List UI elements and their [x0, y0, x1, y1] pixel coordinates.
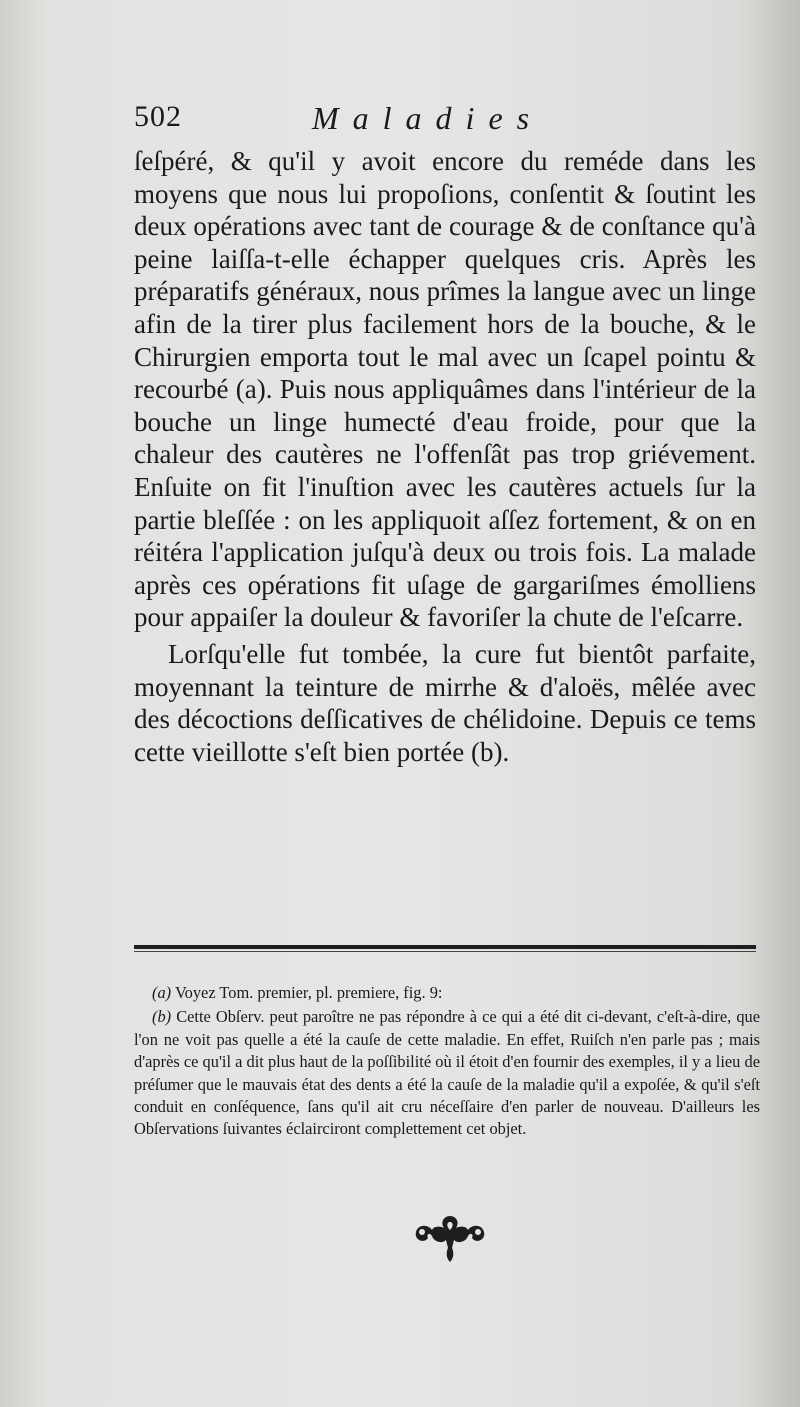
footnote-a: [134, 982, 760, 1004]
paragraph-2: Lorſqu'elle fut tombée, la cure fut bientôt parfaite, moyennant la teinture de mirrhe & d'aloës, mêlée avec des décoctions deſſicatives de chélidoine. Depuis ce tems cette vieillotte s'eſt bien portée (b).: [134, 638, 756, 767]
running-title: Maladies: [312, 100, 544, 136]
footnotes: [134, 982, 760, 1141]
footnote-a-marker: (a): [152, 983, 172, 1002]
footnote-rule: [134, 945, 756, 949]
body-text: [134, 145, 756, 768]
page-number: 502: [134, 100, 182, 133]
footnote-b: [134, 1006, 760, 1140]
paragraph-1: ſeſpéré, & qu'il y avoit encore du reméde dans les moyens que nous lui propoſions, conſentit & ſoutint les deux opérations avec tant de courage & de conſtance qu'à peine laiſſa-t-elle échapper quelques cris. Après les préparatifs généraux, nous prîmes la langue avec un linge afin de la tirer plus facilement hors de la bouche, & le Chirurgien emporta tout le mal avec un ſcapel pointu & recourbé (a). Puis nous appliquâmes dans l'intérieur de la bouche un linge humecté d'eau froide, pour que la chaleur des cautères ne l'offenſât pas trop griévement. Enſuite on fit l'inuſtion avec les cautères actuels ſur la partie bleſſée : on les appliquoit aſſez fortement, & on en réitéra l'application juſqu'à deux ou trois fois. La malade après ces opérations fit uſage de gargariſmes émolliens pour appaiſer la douleur & favoriſer la chute de l'eſcarre.: [134, 146, 756, 633]
page-header: [134, 100, 764, 146]
footnote-rule-thin: [134, 951, 756, 952]
fleuron-ornament-icon: [410, 1208, 490, 1264]
footnote-b-text: Cette Obſerv. peut paroître ne pas répondre à ce qui a été dit ci-devant, c'eſt-à-dire, que l'on ne voit pas quelle a été la cauſe de cette maladie. En effet, Ruiſch n'en parle pas ; mais d'après ce qu'il a dit plus haut de la poſſibilité où il étoit d'en fournir des exemples, il y a lieu de préſumer que le mauvais état des dents a été la cauſe de la maladie qu'il a expoſée, & qu'il s'eſt conduit en conſéquence, ſans qu'il ait cru néceſſaire d'en parler de nouveau. D'ailleurs les Obſervations ſuivantes éclairciront complettement cet objet.: [134, 1007, 760, 1139]
footnote-a-text: Voyez Tom. premier, pl. premiere, fig. 9:: [174, 983, 443, 1002]
footnote-b-marker: (b): [152, 1007, 172, 1027]
